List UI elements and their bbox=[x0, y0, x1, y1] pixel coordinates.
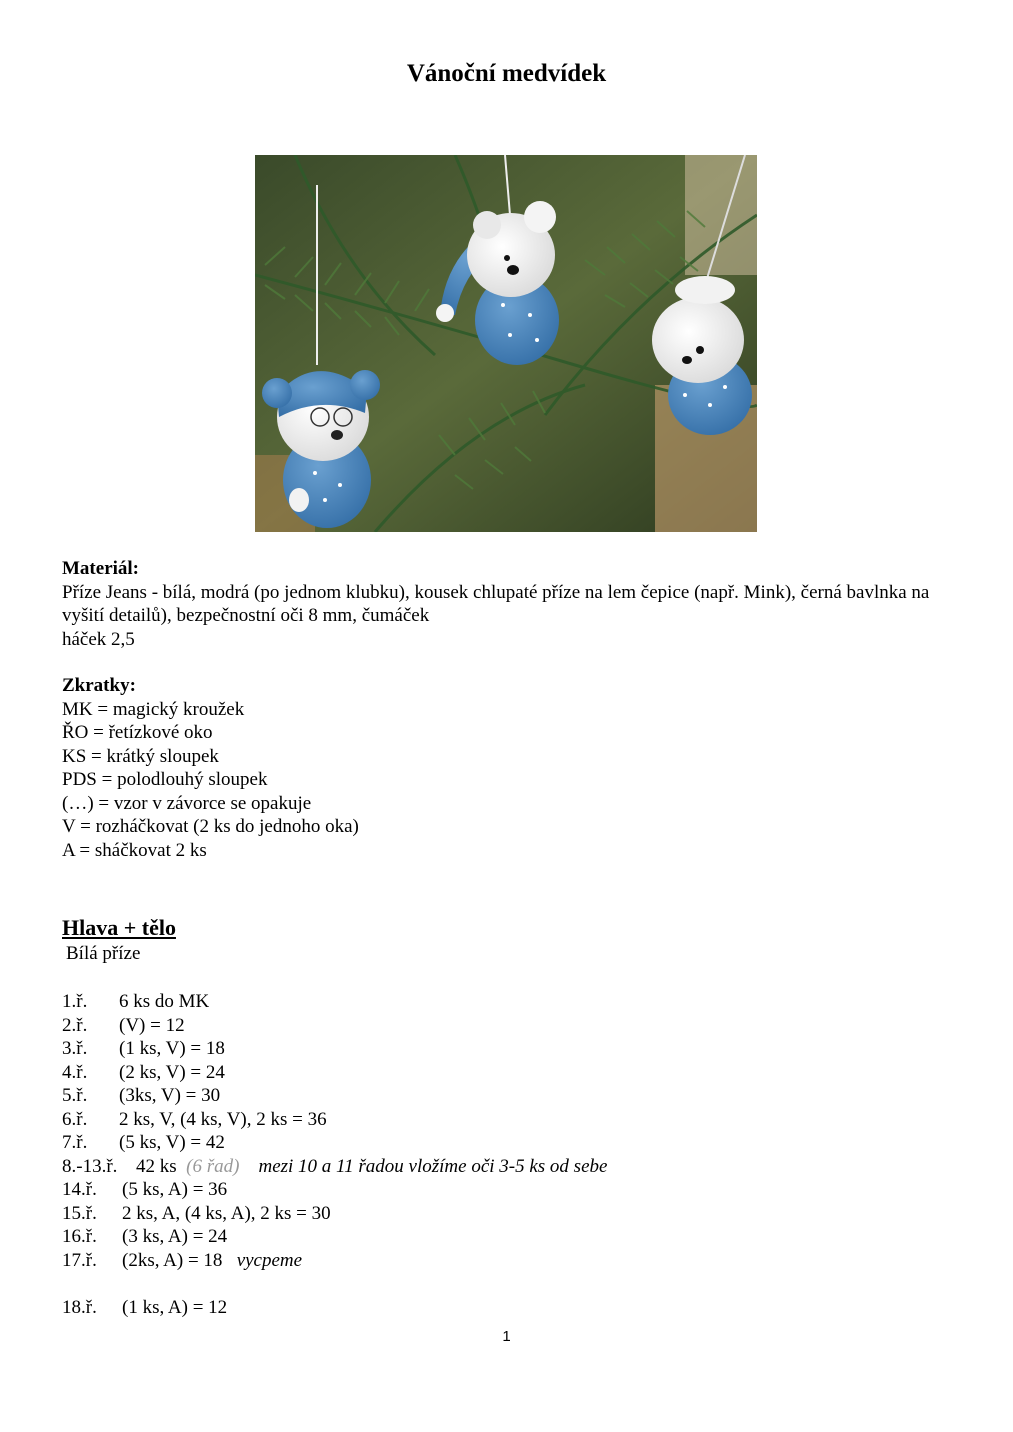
material-section bbox=[62, 557, 942, 651]
row-count-note: (6 řad) bbox=[186, 1155, 240, 1177]
pattern-row bbox=[62, 1225, 607, 1249]
row-instruction: (1 ks, V) = 18 bbox=[119, 1038, 225, 1059]
abbreviation-item: KS = krátký sloupek bbox=[62, 745, 219, 767]
pattern-row bbox=[62, 1037, 607, 1061]
pattern-row bbox=[62, 1131, 607, 1155]
pattern-row bbox=[62, 1108, 607, 1132]
row-instruction: (V) = 12 bbox=[119, 1014, 185, 1036]
row-number: 14.ř. bbox=[62, 1179, 97, 1200]
page-number: 1 bbox=[502, 1328, 511, 1345]
row-number: 17.ř. bbox=[62, 1249, 97, 1271]
row-instruction: (5 ks, A) = 36 bbox=[122, 1179, 228, 1200]
row-number: 2.ř. bbox=[62, 1014, 88, 1036]
pattern-row bbox=[62, 1061, 607, 1085]
material-description: Příze Jeans - bílá, modrá (po jednom klubku), kousek chlupaté příze na lem čepice (např. Mink), černá bavlnka na vyšití detailů), bezpečnostní oči 8 mm, čumáček bbox=[62, 581, 930, 626]
row-instruction: (3 ks, A) = 24 bbox=[122, 1226, 228, 1247]
row-number: 18.ř. bbox=[62, 1296, 97, 1318]
bears-photo bbox=[255, 155, 757, 532]
row-instruction: (1 ks, A) = 12 bbox=[122, 1296, 228, 1318]
hook-size: háček 2,5 bbox=[62, 628, 135, 650]
row-instruction: (2 ks, V) = 24 bbox=[119, 1061, 225, 1083]
row-note: vycpeme bbox=[236, 1249, 303, 1271]
abbreviation-item: V = rozháčkovat (2 ks do jednoho oka) bbox=[62, 816, 359, 837]
pattern-row bbox=[62, 1202, 607, 1226]
abbreviation-item: A = sháčkovat 2 ks bbox=[62, 839, 207, 861]
row-instruction: (5 ks, V) = 42 bbox=[119, 1132, 225, 1153]
row-number: 8.-13.ř. bbox=[62, 1155, 118, 1177]
row-instruction: 2 ks, V, (4 ks, V), 2 ks = 36 bbox=[119, 1108, 327, 1130]
row-instruction: (2ks, A) = 18 bbox=[122, 1249, 223, 1271]
row-number: 4.ř. bbox=[62, 1061, 88, 1083]
row-instruction: 2 ks, A, (4 ks, A), 2 ks = 30 bbox=[122, 1202, 331, 1224]
row-instruction: (3ks, V) = 30 bbox=[119, 1085, 221, 1106]
row-number: 3.ř. bbox=[62, 1038, 88, 1059]
row-instruction: 42 ks bbox=[136, 1155, 177, 1177]
row-number: 1.ř. bbox=[62, 991, 88, 1012]
pattern-row bbox=[62, 1178, 607, 1202]
abbreviation-item: MK = magický kroužek bbox=[62, 698, 245, 720]
pattern-row bbox=[62, 1249, 607, 1273]
abbreviation-item: ŘO = řetízkové oko bbox=[62, 722, 213, 743]
row-number: 15.ř. bbox=[62, 1202, 97, 1224]
row-note: mezi 10 a 11 řadou vložíme oči 3-5 ks od sebe bbox=[258, 1155, 608, 1177]
abbreviations-heading: Zkratky: bbox=[62, 675, 136, 696]
row-list bbox=[62, 990, 607, 1319]
abbreviation-item: (…) = vzor v závorce se opakuje bbox=[62, 792, 312, 814]
abbreviation-item: PDS = polodlouhý sloupek bbox=[62, 769, 268, 790]
yarn-note: Bílá příze bbox=[66, 943, 141, 964]
row-number: 16.ř. bbox=[62, 1226, 97, 1247]
pattern-row bbox=[62, 1155, 607, 1179]
pattern-row bbox=[62, 1084, 607, 1108]
pattern-row bbox=[62, 990, 607, 1014]
material-heading: Materiál: bbox=[62, 558, 140, 579]
pattern-row bbox=[62, 1014, 607, 1038]
row-number: 7.ř. bbox=[62, 1132, 88, 1153]
abbreviations-section bbox=[62, 674, 359, 862]
row-number: 5.ř. bbox=[62, 1085, 88, 1106]
pattern-row bbox=[62, 1296, 607, 1320]
row-instruction: 6 ks do MK bbox=[119, 991, 210, 1012]
page-title: Vánoční medvídek bbox=[406, 60, 607, 87]
section-heading: Hlava + tělo bbox=[62, 915, 176, 940]
row-number: 6.ř. bbox=[62, 1108, 88, 1130]
